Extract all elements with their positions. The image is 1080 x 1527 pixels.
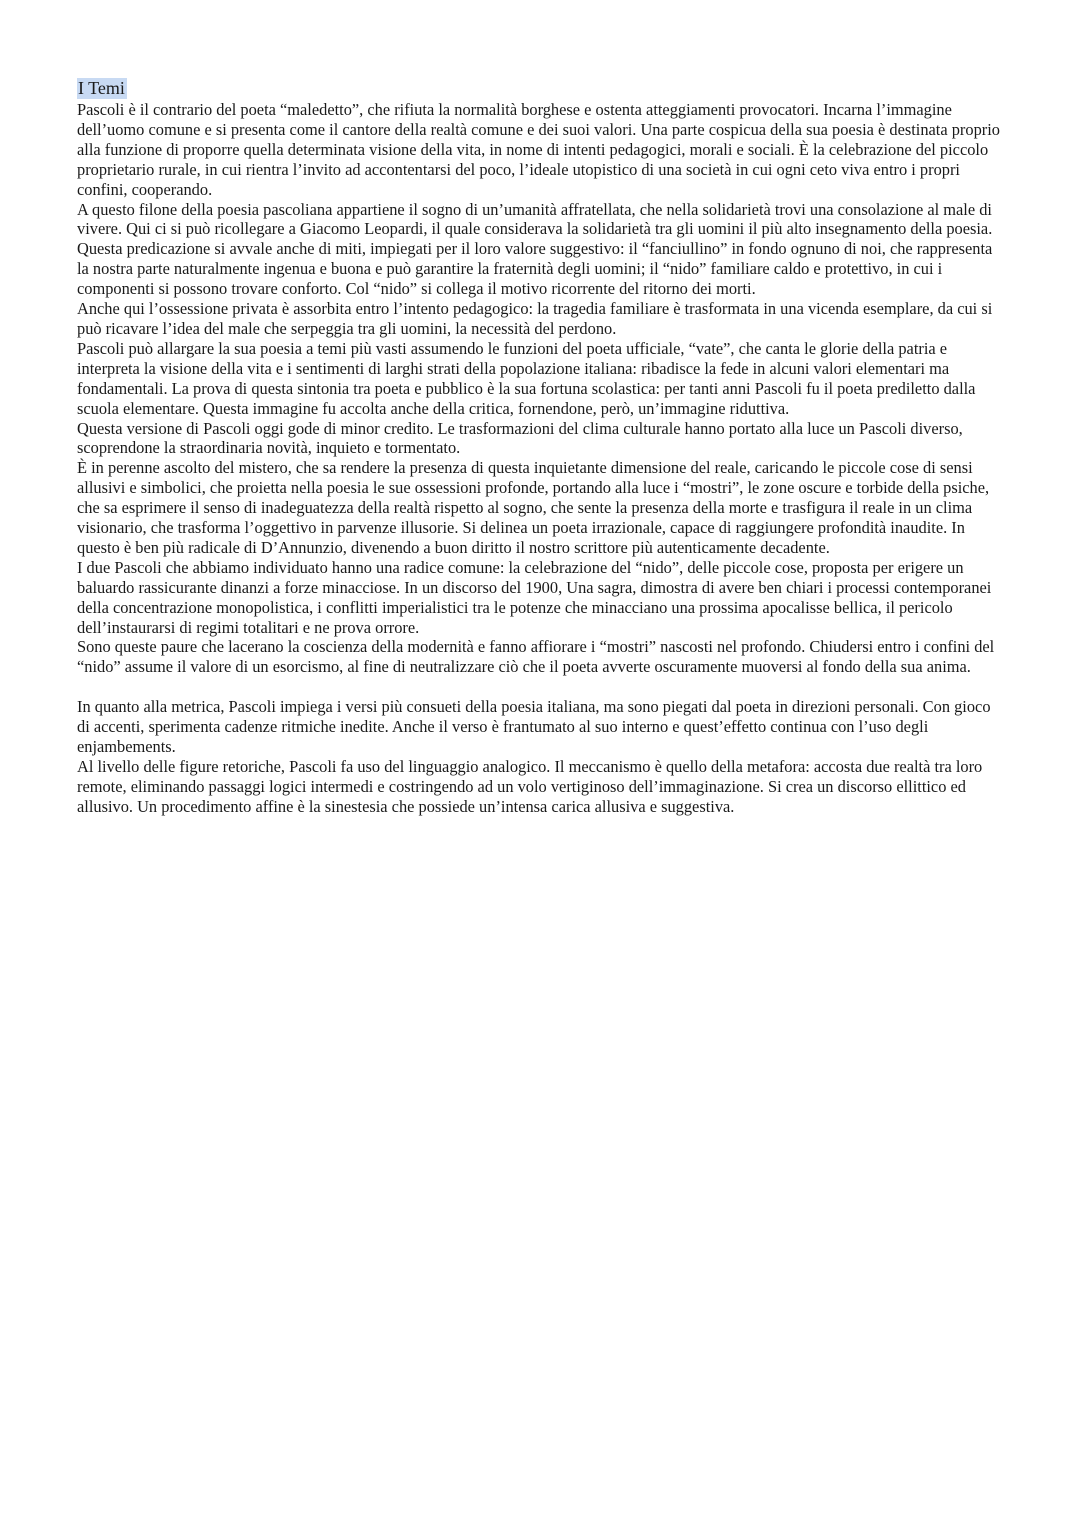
section-heading[interactable]: I Temi	[78, 78, 125, 98]
document-body	[77, 78, 1007, 817]
paragraph-1: Pascoli è il contrario del poeta “maledetto”, che rifiuta la normalità borghese e ostenta atteggiamenti provocatori. Incarna l’immagine dell’uomo comune e si presenta come il cantore della realtà comune e dei suoi valori. Una parte cospicua della sua poesia è destinata proprio alla funzione di proporre quella determinata visione della vita, in nome di intenti pedagogici, morali e sociali. È la celebrazione del piccolo proprietario rurale, in cui rientra l’invito ad accontentarsi del poco, l’ideale utopistico di una società in cui ogni ceto viva entro i propri confini, cooperando.	[77, 100, 1000, 199]
paragraph-metrica: In quanto alla metrica, Pascoli impiega i versi più consueti della poesia italiana, ma sono piegati dal poeta in direzioni personali. Con gioco di accenti, sperimenta cadenze ritmiche inedite. Anche il verso è frantumato al suo interno e quest’effetto continua con l’uso degli enjambements.	[77, 697, 991, 756]
paragraph-figure-retoriche: Al livello delle figure retoriche, Pascoli fa uso del linguaggio analogico. Il meccanismo è quello della metafora: accosta due realtà tra loro remote, eliminando passaggi logici intermedi e costringendo ad un volo vertiginoso dell’immaginazione. Si crea un discorso ellittico ed allusivo. Un procedimento affine è la sinestesia che possiede un’intensa carica allusiva e suggestiva.	[77, 756, 983, 816]
paragraph-2: A questo filone della poesia pascoliana appartiene il sogno di un’umanità affratellata, che nella solidarietà trovi una consolazione al male di vivere. Qui ci si può ricollegare a Giacomo Leopardi, il quale considerava la solidarietà tra gli uomini il più alto insegnamento della poesia.	[77, 199, 993, 239]
paragraph-8: I due Pascoli che abbiamo individuato hanno una radice comune: la celebrazione del “nido”, delle piccole cose, proposta per erigere un baluardo rassicurante dinanzi a forze minacciose. In un discorso del 1900, Una sagra, dimostra di avere ben chiari i processi contemporanei della concentrazione monopolistica, i conflitti imperialistici tra le potenze che minacciano una prossima apocalisse bellica, il pericolo dell’instaurarsi di regimi totalitari e ne prova orrore.	[77, 557, 992, 637]
paragraph-7: È in perenne ascolto del mistero, che sa rendere la presenza di questa inquietante dimensione del reale, caricando le piccole cose di sensi allusivi e simbolici, che proietta nella poesia le sue ossessioni profonde, portando alla luce i “mostri”, le zone oscure e torbide della psiche, che sa esprimere il senso di inadeguatezza della realtà rispetto al sogno, che sente la presenza della morte e trasfigura il reale in un clima visionario, che trasforma l’oggettivo in parvenze illusorie. Si delinea un poeta irrazionale, capace di raggiungere profondità inaudite. In questo è ben più radicale di D’Annunzio, divenendo a buon diritto il nostro scrittore più autenticamente decadente.	[77, 458, 990, 557]
paragraph-9: Sono queste paure che lacerano la coscienza della modernità e fanno affiorare i “mostri” nascosti nel profondo. Chiudersi entro i confini del “nido” assume il valore di un esorcismo, al fine di neutralizzare ciò che il poeta avverte oscuramente muoversi al fondo della sua anima.	[77, 637, 995, 677]
paragraph-5: Pascoli può allargare la sua poesia a temi più vasti assumendo le funzioni del poeta ufficiale, “vate”, che canta le glorie della patria e interpreta la visione della vita e i sentimenti di larghi strati della popolazione italiana: ribadisce la fede in alcuni valori elementari ma fondamentali. La prova di questa sintonia tra poeta e pubblico è la sua fortuna scolastica: per tanti anni Pascoli fu il poeta prediletto dalla scuola elementare. Questa immagine fu accolta anche della critica, fornendone, però, un’immagine riduttiva.	[77, 338, 976, 418]
paragraph-3: Questa predicazione si avvale anche di miti, impiegati per il loro valore suggestivo: il “fanciullino” in fondo ognuno di noi, che rappresenta la nostra parte naturalmente ingenua e buona e può garantire la fraternità degli uomini; il “nido” familiare caldo e protettivo, in cui i componenti si possono trovare conforto. Col “nido” si collega il motivo ricorrente del ritorno dei morti.	[77, 239, 993, 299]
paragraph-6: Questa versione di Pascoli oggi gode di minor credito. Le trasformazioni del clima culturale hanno portato alla luce un Pascoli diverso, scoprendone la straordinaria novità, inquieto e tormentato.	[77, 418, 963, 458]
paragraph-4: Anche qui l’ossessione privata è assorbita entro l’intento pedagogico: la tragedia familiare è trasformata in una vicenda esemplare, da cui si può ricavare l’idea del male che serpeggia tra gli uomini, la necessità del perdono.	[77, 299, 993, 338]
paragraph-spacer	[77, 677, 1007, 697]
